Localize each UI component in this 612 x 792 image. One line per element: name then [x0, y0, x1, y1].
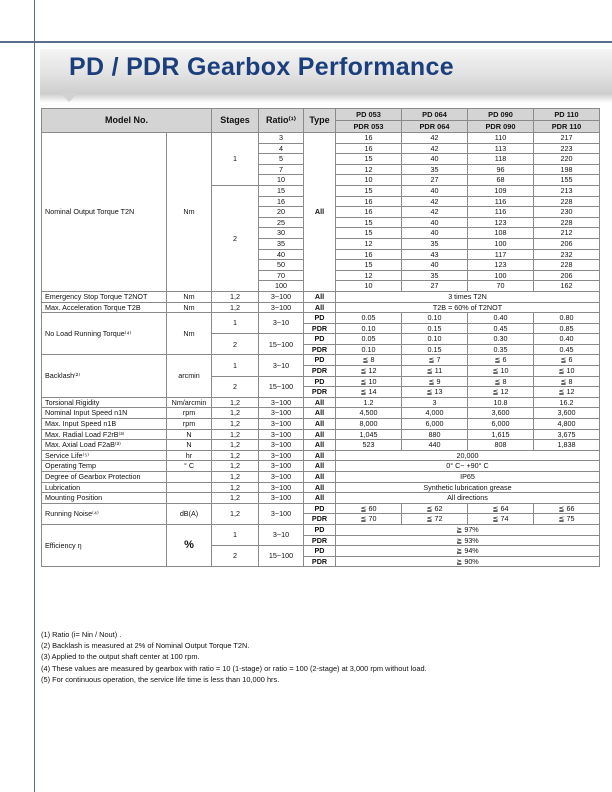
- table-cell: 35: [402, 270, 468, 281]
- row-label: Efficiency η: [42, 524, 167, 566]
- stage-cell: 1: [212, 524, 259, 545]
- table-cell: 16.2: [534, 397, 600, 408]
- row-label: Backlash⁽²⁾: [42, 355, 167, 397]
- table-row: [42, 524, 600, 535]
- row-label: Service Life⁽⁵⁾: [42, 450, 167, 461]
- header-model-pd: PD 053: [336, 109, 402, 121]
- performance-table: [41, 108, 600, 567]
- table-cell: 220: [534, 154, 600, 165]
- unit-cell: dB(A): [167, 503, 212, 524]
- table-cell: 206: [534, 238, 600, 249]
- table-cell: 0.10: [336, 323, 402, 334]
- table-cell: 15: [336, 228, 402, 239]
- type-cell: PDR: [304, 535, 336, 546]
- table-cell: 1,045: [336, 429, 402, 440]
- table-cell: 212: [534, 228, 600, 239]
- table-cell: 223: [534, 143, 600, 154]
- table-cell: ≦ 8: [468, 376, 534, 387]
- unit-cell: Nm: [167, 302, 212, 313]
- type-cell: PD: [304, 524, 336, 535]
- type-cell: PD: [304, 334, 336, 345]
- table-cell: ≦ 10: [468, 366, 534, 377]
- unit-cell: %: [167, 524, 212, 566]
- value-cell: IP65: [336, 472, 600, 483]
- type-cell: All: [304, 482, 336, 493]
- table-cell: 206: [534, 270, 600, 281]
- stage-cell: 1,2: [212, 408, 259, 419]
- row-label: Torsional Rigidity: [42, 397, 167, 408]
- type-cell: All: [304, 302, 336, 313]
- table-cell: 118: [468, 154, 534, 165]
- row-label: Nominal Input Speed n1N: [42, 408, 167, 419]
- ratio-cell: 25: [259, 217, 304, 228]
- table-cell: 40: [402, 228, 468, 239]
- header-model-pdr: PDR 053: [336, 121, 402, 133]
- table-cell: 1.2: [336, 397, 402, 408]
- row-label: Max. Axial Load F2aB⁽³⁾: [42, 440, 167, 451]
- stage-cell: 2: [212, 334, 259, 355]
- ratio-cell: 5: [259, 154, 304, 165]
- table-cell: 1,615: [468, 429, 534, 440]
- ratio-cell: 3~100: [259, 302, 304, 313]
- ratio-cell: 16: [259, 196, 304, 207]
- type-cell: All: [304, 472, 336, 483]
- table-cell: 232: [534, 249, 600, 260]
- table-cell: 0.35: [468, 344, 534, 355]
- table-cell: 68: [468, 175, 534, 186]
- value-cell: ≧ 94%: [336, 546, 600, 557]
- table-cell: 16: [336, 207, 402, 218]
- type-cell: All: [304, 461, 336, 472]
- table-cell: 70: [468, 281, 534, 292]
- table-cell: 43: [402, 249, 468, 260]
- row-label: Mounting Position: [42, 493, 167, 504]
- row-label: Emergency Stop Torque T2NOT: [42, 291, 167, 302]
- table-row: [42, 397, 600, 408]
- footnote-5: (5) For continuous operation, the service life time is less than 10,000 hrs.: [41, 674, 280, 684]
- table-cell: 880: [402, 429, 468, 440]
- ratio-cell: 20: [259, 207, 304, 218]
- table-cell: 3,600: [468, 408, 534, 419]
- table-cell: 12: [336, 164, 402, 175]
- row-label: Max. Acceleration Torque T2B: [42, 302, 167, 313]
- footnote-4: (4) These values are measured by gearbox with ratio = 10 (1-stage) or ratio = 100 (2-stage) at 3,000 rpm without load.: [41, 663, 427, 673]
- table-cell: 16: [336, 133, 402, 144]
- table-cell: 0.05: [336, 313, 402, 324]
- stage-cell: 1: [212, 355, 259, 376]
- table-cell: 16: [336, 249, 402, 260]
- row-label: Max. Input Speed n1B: [42, 419, 167, 430]
- row-label: Running Noise⁽⁴⁾: [42, 503, 167, 524]
- header-model-no: Model No.: [42, 109, 212, 133]
- header-model-pd: PD 064: [402, 109, 468, 121]
- ratio-cell: 3~100: [259, 291, 304, 302]
- table-row: [42, 419, 600, 430]
- table-cell: 15: [336, 185, 402, 196]
- table-cell: 123: [468, 260, 534, 271]
- table-cell: ≦ 74: [468, 514, 534, 525]
- unit-cell: Nm: [167, 291, 212, 302]
- table-cell: 0.15: [402, 344, 468, 355]
- table-row: [42, 472, 600, 483]
- stage-cell: 1,2: [212, 429, 259, 440]
- unit-cell: arcmin: [167, 355, 212, 397]
- row-label: Degree of Gearbox Protection: [42, 472, 167, 483]
- unit-cell: Nm/arcmin: [167, 397, 212, 408]
- value-cell: Synthetic lubrication grease: [336, 482, 600, 493]
- table-cell: 15: [336, 260, 402, 271]
- table-cell: 198: [534, 164, 600, 175]
- header-model-pdr: PDR 110: [534, 121, 600, 133]
- table-cell: 0.05: [336, 334, 402, 345]
- table-cell: 0.15: [402, 323, 468, 334]
- table-cell: 10.8: [468, 397, 534, 408]
- table-cell: ≦ 72: [402, 514, 468, 525]
- table-cell: 116: [468, 207, 534, 218]
- unit-cell: Nm: [167, 133, 212, 292]
- ratio-cell: 15~100: [259, 334, 304, 355]
- type-cell: All: [304, 429, 336, 440]
- unit-cell: N: [167, 429, 212, 440]
- table-cell: 3,675: [534, 429, 600, 440]
- value-cell: 20,000: [336, 450, 600, 461]
- row-label: No Load Running Torque⁽⁴⁾: [42, 313, 167, 355]
- ratio-cell: 3~100: [259, 461, 304, 472]
- table-cell: 0.40: [534, 334, 600, 345]
- table-cell: 35: [402, 238, 468, 249]
- stage-cell: 2: [212, 546, 259, 567]
- type-cell: PDR: [304, 344, 336, 355]
- table-row: [42, 302, 600, 313]
- table-cell: 228: [534, 260, 600, 271]
- table-row: [42, 450, 600, 461]
- table-row: [42, 109, 600, 121]
- table-cell: 155: [534, 175, 600, 186]
- table-cell: 40: [402, 154, 468, 165]
- table-cell: 113: [468, 143, 534, 154]
- footnote-2: (2) Backlash is measured at 2% of Nominal Output Torque T2N.: [41, 641, 250, 651]
- table-cell: 523: [336, 440, 402, 451]
- type-cell: PD: [304, 376, 336, 387]
- table-cell: ≦ 60: [336, 503, 402, 514]
- table-row: [42, 291, 600, 302]
- table-row: [42, 408, 600, 419]
- table-cell: ≦ 7: [402, 355, 468, 366]
- table-cell: 100: [468, 270, 534, 281]
- table-cell: 3,600: [534, 408, 600, 419]
- table-cell: 217: [534, 133, 600, 144]
- table-cell: 3: [402, 397, 468, 408]
- table-cell: ≦ 66: [534, 503, 600, 514]
- table-row: [42, 355, 600, 366]
- ratio-cell: 3~100: [259, 472, 304, 483]
- ratio-cell: 70: [259, 270, 304, 281]
- value-cell: ≧ 93%: [336, 535, 600, 546]
- ratio-cell: 3~100: [259, 429, 304, 440]
- ratio-cell: 3~100: [259, 397, 304, 408]
- type-cell: PD: [304, 503, 336, 514]
- table-cell: ≦ 13: [402, 387, 468, 398]
- table-cell: ≦ 11: [402, 366, 468, 377]
- ratio-cell: 4: [259, 143, 304, 154]
- table-row: [42, 133, 600, 144]
- value-cell: All directions: [336, 493, 600, 504]
- table-cell: 42: [402, 133, 468, 144]
- table-cell: 42: [402, 143, 468, 154]
- ratio-cell: 3~10: [259, 313, 304, 334]
- table-cell: 42: [402, 196, 468, 207]
- unit-cell: [167, 472, 212, 483]
- ratio-cell: 3~10: [259, 524, 304, 545]
- table-cell: 15: [336, 154, 402, 165]
- table-cell: ≦ 8: [336, 355, 402, 366]
- top-rule-line: [0, 41, 612, 43]
- table-cell: 27: [402, 281, 468, 292]
- table-cell: 100: [468, 238, 534, 249]
- table-row: [42, 429, 600, 440]
- table-cell: 228: [534, 217, 600, 228]
- table-cell: 1,838: [534, 440, 600, 451]
- title-band-notch: [60, 93, 78, 102]
- ratio-cell: 3~100: [259, 440, 304, 451]
- table-row: [42, 503, 600, 514]
- unit-cell: ° C: [167, 461, 212, 472]
- table-cell: ≦ 75: [534, 514, 600, 525]
- left-margin-line: [34, 0, 35, 792]
- type-cell: PD: [304, 546, 336, 557]
- table-cell: ≦ 10: [336, 376, 402, 387]
- table-cell: ≦ 6: [534, 355, 600, 366]
- type-cell: All: [304, 291, 336, 302]
- row-label: Nominal Output Torque T2N: [42, 133, 167, 292]
- ratio-cell: 35: [259, 238, 304, 249]
- table-cell: ≦ 12: [468, 387, 534, 398]
- table-cell: ≦ 14: [336, 387, 402, 398]
- table-cell: 213: [534, 185, 600, 196]
- ratio-cell: 3~100: [259, 450, 304, 461]
- table-cell: 117: [468, 249, 534, 260]
- table-cell: ≦ 64: [468, 503, 534, 514]
- unit-cell: [167, 482, 212, 493]
- table-cell: 15: [336, 217, 402, 228]
- row-label: Max. Radial Load F2rB⁽³⁾: [42, 429, 167, 440]
- ratio-cell: 100: [259, 281, 304, 292]
- table-cell: 4,800: [534, 419, 600, 430]
- unit-cell: [167, 493, 212, 504]
- value-cell: 3 times T2N: [336, 291, 600, 302]
- table-cell: ≦ 6: [468, 355, 534, 366]
- table-row: [42, 493, 600, 504]
- unit-cell: N: [167, 440, 212, 451]
- type-cell: PDR: [304, 556, 336, 567]
- header-type: Type: [304, 109, 336, 133]
- table-cell: 40: [402, 185, 468, 196]
- type-cell: PDR: [304, 366, 336, 377]
- table-cell: 108: [468, 228, 534, 239]
- row-label: Operating Temp: [42, 461, 167, 472]
- table-cell: 4,500: [336, 408, 402, 419]
- value-cell: 0° C~ +90° C: [336, 461, 600, 472]
- ratio-cell: 50: [259, 260, 304, 271]
- footnote-1: (1) Ratio (i= Nin / Nout) .: [41, 630, 122, 639]
- ratio-cell: 3~10: [259, 355, 304, 376]
- table-cell: ≦ 12: [336, 366, 402, 377]
- type-cell: PDR: [304, 514, 336, 525]
- table-cell: 4,000: [402, 408, 468, 419]
- table-cell: 10: [336, 281, 402, 292]
- table-cell: 40: [402, 217, 468, 228]
- footnotes: [41, 629, 601, 685]
- header-model-pdr: PDR 064: [402, 121, 468, 133]
- table-cell: 10: [336, 175, 402, 186]
- table-cell: 12: [336, 238, 402, 249]
- ratio-cell: 7: [259, 164, 304, 175]
- type-cell: All: [304, 450, 336, 461]
- ratio-cell: 3~100: [259, 503, 304, 524]
- stage-cell: 1,2: [212, 291, 259, 302]
- stage-cell: 1,2: [212, 493, 259, 504]
- table-row: [42, 461, 600, 472]
- unit-cell: hr: [167, 450, 212, 461]
- ratio-cell: 10: [259, 175, 304, 186]
- table-cell: 40: [402, 260, 468, 271]
- table-cell: 0.45: [534, 344, 600, 355]
- stage-cell: 1,2: [212, 397, 259, 408]
- stage-cell: 1: [212, 133, 259, 186]
- ratio-cell: 30: [259, 228, 304, 239]
- stage-cell: 1,2: [212, 419, 259, 430]
- table-row: [42, 482, 600, 493]
- table-cell: 35: [402, 164, 468, 175]
- type-cell: All: [304, 408, 336, 419]
- type-cell: PD: [304, 313, 336, 324]
- table-cell: 0.10: [402, 334, 468, 345]
- type-cell: All: [304, 440, 336, 451]
- table-cell: 123: [468, 217, 534, 228]
- type-cell: PDR: [304, 387, 336, 398]
- table-row: [42, 313, 600, 324]
- table-cell: 109: [468, 185, 534, 196]
- table-cell: 230: [534, 207, 600, 218]
- type-cell: All: [304, 419, 336, 430]
- type-cell: PDR: [304, 323, 336, 334]
- header-model-pdr: PDR 090: [468, 121, 534, 133]
- table-cell: 228: [534, 196, 600, 207]
- table-cell: 0.40: [468, 313, 534, 324]
- type-cell: All: [304, 133, 336, 292]
- header-model-pd: PD 110: [534, 109, 600, 121]
- stage-cell: 1,2: [212, 440, 259, 451]
- table-cell: 16: [336, 196, 402, 207]
- stage-cell: 2: [212, 185, 259, 291]
- value-cell: ≧ 97%: [336, 524, 600, 535]
- table-cell: 0.45: [468, 323, 534, 334]
- table-cell: ≦ 10: [534, 366, 600, 377]
- table-cell: 110: [468, 133, 534, 144]
- table-cell: 0.85: [534, 323, 600, 334]
- ratio-cell: 15: [259, 185, 304, 196]
- table-cell: 0.10: [336, 344, 402, 355]
- table-cell: 0.80: [534, 313, 600, 324]
- table-cell: 440: [402, 440, 468, 451]
- ratio-cell: 3: [259, 133, 304, 144]
- table-cell: ≦ 12: [534, 387, 600, 398]
- stage-cell: 1,2: [212, 503, 259, 524]
- ratio-cell: 15~100: [259, 376, 304, 397]
- unit-cell: rpm: [167, 419, 212, 430]
- stage-cell: 1,2: [212, 472, 259, 483]
- table-cell: 0.30: [468, 334, 534, 345]
- table-cell: 8,000: [336, 419, 402, 430]
- stage-cell: 1,2: [212, 450, 259, 461]
- table-cell: 6,000: [402, 419, 468, 430]
- title-band-shadow: [40, 93, 612, 103]
- ratio-cell: 3~100: [259, 419, 304, 430]
- ratio-cell: 3~100: [259, 408, 304, 419]
- unit-cell: rpm: [167, 408, 212, 419]
- table-row: [42, 440, 600, 451]
- stage-cell: 1,2: [212, 302, 259, 313]
- ratio-cell: 15~100: [259, 546, 304, 567]
- table-cell: 42: [402, 207, 468, 218]
- stage-cell: 1,2: [212, 461, 259, 472]
- type-cell: All: [304, 397, 336, 408]
- table-cell: 0.10: [402, 313, 468, 324]
- table-cell: ≦ 9: [402, 376, 468, 387]
- table-cell: ≦ 70: [336, 514, 402, 525]
- type-cell: All: [304, 493, 336, 504]
- type-cell: PD: [304, 355, 336, 366]
- value-cell: ≧ 90%: [336, 556, 600, 567]
- table-cell: 162: [534, 281, 600, 292]
- stage-cell: 2: [212, 376, 259, 397]
- ratio-cell: 40: [259, 249, 304, 260]
- footnote-3: (3) Applied to the output shaft center at 100 rpm.: [41, 652, 200, 662]
- stage-cell: 1: [212, 313, 259, 334]
- table-cell: 96: [468, 164, 534, 175]
- table-cell: 12: [336, 270, 402, 281]
- header-stages: Stages: [212, 109, 259, 133]
- table-cell: 6,000: [468, 419, 534, 430]
- table-cell: 808: [468, 440, 534, 451]
- value-cell: T2B = 60% of T2NOT: [336, 302, 600, 313]
- table-cell: ≦ 8: [534, 376, 600, 387]
- header-ratio: Ratio⁽¹⁾: [259, 109, 304, 133]
- unit-cell: Nm: [167, 313, 212, 355]
- ratio-cell: 3~100: [259, 482, 304, 493]
- table-cell: ≦ 62: [402, 503, 468, 514]
- row-label: Lubrication: [42, 482, 167, 493]
- ratio-cell: 3~100: [259, 493, 304, 504]
- table-cell: 16: [336, 143, 402, 154]
- table-cell: 116: [468, 196, 534, 207]
- header-model-pd: PD 090: [468, 109, 534, 121]
- table-cell: 27: [402, 175, 468, 186]
- page-title: PD / PDR Gearbox Performance: [69, 53, 454, 81]
- stage-cell: 1,2: [212, 482, 259, 493]
